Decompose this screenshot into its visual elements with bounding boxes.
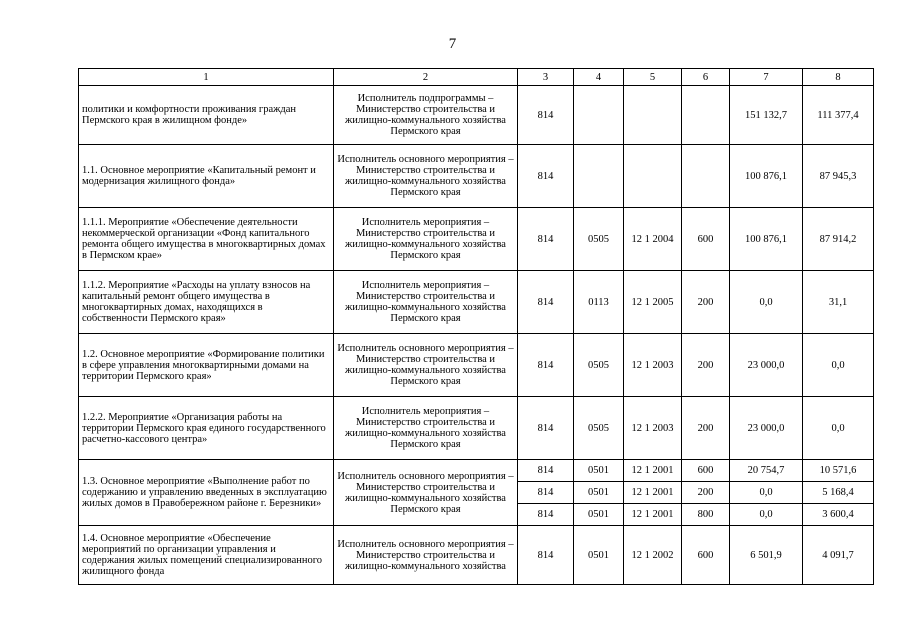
item-name-cell: 1.1.2. Мероприятие «Расходы на уплату взносов на капитальный ремонт общего имущества в многоквартирных домах, находящихся в собственности Пермского края» (79, 271, 334, 334)
value-cell-3: 814 (518, 208, 574, 271)
table-row (79, 526, 874, 585)
value-cell-4: 0505 (574, 208, 624, 271)
value-cell-6 (682, 145, 730, 208)
value-cell-8: 10 571,6 (803, 460, 874, 482)
value-cell-6 (682, 86, 730, 145)
value-cell-6: 200 (682, 397, 730, 460)
value-cell-6: 200 (682, 482, 730, 504)
value-cell-3: 814 (518, 271, 574, 334)
executor-cell: Исполнитель основного мероприятия – Министерство строительства и жилищно-коммунального хозяйства Пермского края (334, 460, 518, 526)
header-row (79, 69, 874, 86)
item-name-cell: 1.1. Основное мероприятие «Капитальный ремонт и модернизация жилищного фонда» (79, 145, 334, 208)
value-cell-5: 12 1 2003 (624, 334, 682, 397)
value-cell-8: 5 168,4 (803, 482, 874, 504)
header-col-3: 3 (518, 69, 574, 86)
value-cell-8: 111 377,4 (803, 86, 874, 145)
value-cell-7: 20 754,7 (730, 460, 803, 482)
value-cell-3: 814 (518, 482, 574, 504)
header-col-1: 1 (79, 69, 334, 86)
value-cell-4: 0501 (574, 482, 624, 504)
table-row (79, 86, 874, 145)
value-cell-8: 0,0 (803, 397, 874, 460)
value-cell-8: 31,1 (803, 271, 874, 334)
item-name-cell: политики и комфортности проживания граждан Пермского края в жилищном фонде» (79, 86, 334, 145)
value-cell-8: 4 091,7 (803, 526, 874, 585)
value-cell-8: 3 600,4 (803, 504, 874, 526)
value-cell-8: 87 945,3 (803, 145, 874, 208)
executor-cell: Исполнитель основного мероприятия – Министерство строительства и жилищно-коммунального хозяйства Пермского края (334, 334, 518, 397)
value-cell-3: 814 (518, 86, 574, 145)
value-cell-6: 600 (682, 526, 730, 585)
value-cell-5 (624, 145, 682, 208)
value-cell-7: 6 501,9 (730, 526, 803, 585)
page-number: 7 (448, 36, 457, 52)
item-name-cell: 1.4. Основное мероприятие «Обеспечение мероприятий по организации управления и содержания жилых помещений специализированного жилищного фонда (79, 526, 334, 585)
value-cell-5: 12 1 2001 (624, 482, 682, 504)
table-header (79, 69, 874, 86)
value-cell-5: 12 1 2003 (624, 397, 682, 460)
value-cell-3: 814 (518, 504, 574, 526)
value-cell-5 (624, 86, 682, 145)
value-cell-7: 0,0 (730, 271, 803, 334)
value-cell-6: 600 (682, 460, 730, 482)
value-cell-3: 814 (518, 526, 574, 585)
item-name-cell: 1.3. Основное мероприятие «Выполнение работ по содержанию и управлению введенных в эксплуатацию жилых домов в Правобережном районе г. Березники» (79, 460, 334, 526)
value-cell-4: 0501 (574, 460, 624, 482)
value-cell-8: 0,0 (803, 334, 874, 397)
table-row (79, 271, 874, 334)
value-cell-3: 814 (518, 145, 574, 208)
item-name-cell: 1.2.2. Мероприятие «Организация работы на территории Пермского края единого государственного расчетно-кассового центра» (79, 397, 334, 460)
value-cell-4: 0505 (574, 334, 624, 397)
value-cell-4 (574, 145, 624, 208)
value-cell-5: 12 1 2005 (624, 271, 682, 334)
budget-table (78, 68, 874, 585)
value-cell-3: 814 (518, 334, 574, 397)
executor-cell: Исполнитель подпрограммы – Министерство строительства и жилищно-коммунального хозяйства Пермского края (334, 86, 518, 145)
executor-cell: Исполнитель мероприятия – Министерство строительства и жилищно-коммунального хозяйства Пермского края (334, 208, 518, 271)
value-cell-5: 12 1 2004 (624, 208, 682, 271)
value-cell-6: 800 (682, 504, 730, 526)
value-cell-4: 0501 (574, 504, 624, 526)
value-cell-5: 12 1 2001 (624, 504, 682, 526)
table-row (79, 460, 874, 482)
value-cell-7: 0,0 (730, 482, 803, 504)
header-col-5: 5 (624, 69, 682, 86)
value-cell-5: 12 1 2002 (624, 526, 682, 585)
table-row (79, 397, 874, 460)
table-row (79, 334, 874, 397)
header-col-6: 6 (682, 69, 730, 86)
value-cell-6: 600 (682, 208, 730, 271)
item-name-cell: 1.1.1. Мероприятие «Обеспечение деятельности некоммерческой организации «Фонд капитального ремонта общего имущества в многоквартирных домах в Пермском крае» (79, 208, 334, 271)
value-cell-4 (574, 86, 624, 145)
value-cell-7: 100 876,1 (730, 145, 803, 208)
value-cell-4: 0113 (574, 271, 624, 334)
value-cell-3: 814 (518, 460, 574, 482)
executor-cell: Исполнитель мероприятия – Министерство строительства и жилищно-коммунального хозяйства Пермского края (334, 397, 518, 460)
value-cell-4: 0505 (574, 397, 624, 460)
table-row (79, 145, 874, 208)
executor-cell: Исполнитель основного мероприятия – Министерство строительства и жилищно-коммунального хозяйства Пермского края (334, 145, 518, 208)
table-body (79, 86, 874, 585)
value-cell-5: 12 1 2001 (624, 460, 682, 482)
value-cell-7: 23 000,0 (730, 397, 803, 460)
value-cell-4: 0501 (574, 526, 624, 585)
item-name-cell: 1.2. Основное мероприятие «Формирование политики в сфере управления многоквартирными домами на территории Пермского края» (79, 334, 334, 397)
executor-cell: Исполнитель мероприятия – Министерство строительства и жилищно-коммунального хозяйства Пермского края (334, 271, 518, 334)
executor-cell: Исполнитель основного мероприятия – Министерство строительства и жилищно-коммунального хозяйства (334, 526, 518, 585)
value-cell-7: 100 876,1 (730, 208, 803, 271)
header-col-8: 8 (803, 69, 874, 86)
value-cell-7: 0,0 (730, 504, 803, 526)
value-cell-7: 23 000,0 (730, 334, 803, 397)
value-cell-3: 814 (518, 397, 574, 460)
header-col-4: 4 (574, 69, 624, 86)
value-cell-6: 200 (682, 271, 730, 334)
header-col-2: 2 (334, 69, 518, 86)
table-row (79, 208, 874, 271)
value-cell-7: 151 132,7 (730, 86, 803, 145)
header-col-7: 7 (730, 69, 803, 86)
value-cell-6: 200 (682, 334, 730, 397)
value-cell-8: 87 914,2 (803, 208, 874, 271)
